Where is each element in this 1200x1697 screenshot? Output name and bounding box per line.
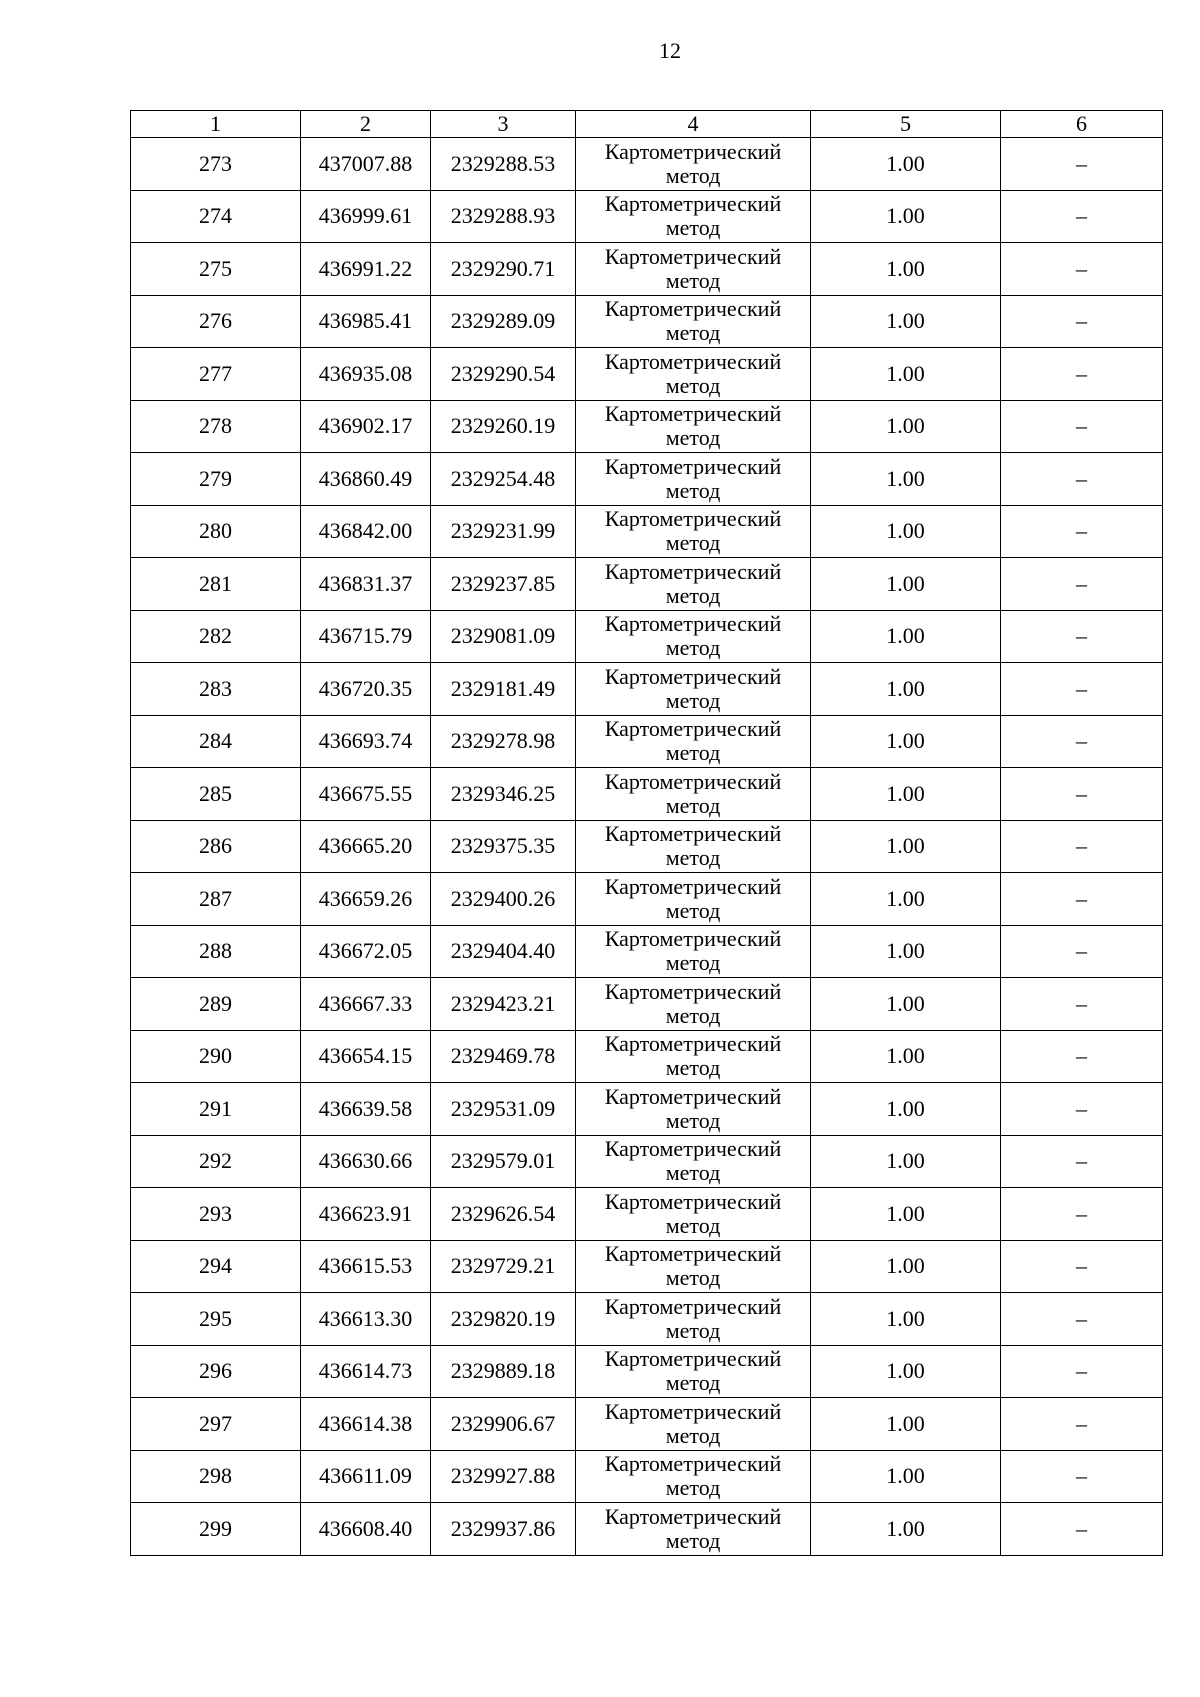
x-coordinate-cell: 436615.53 (301, 1240, 431, 1293)
method-text-line1: Картометрический (604, 1503, 782, 1529)
accuracy-cell: 1.00 (811, 558, 1001, 611)
method-text-line2: метод (665, 897, 721, 923)
x-coordinate-cell: 436614.38 (301, 1398, 431, 1451)
method-text-line2: метод (665, 740, 721, 766)
method-text-line1: Картометрический (604, 138, 782, 164)
method-text-line1: Картометрический (604, 401, 782, 427)
x-coordinate-cell: 436831.37 (301, 558, 431, 611)
point-number-cell: 296 (131, 1345, 301, 1398)
accuracy-cell: 1.00 (811, 1240, 1001, 1293)
x-coordinate-cell: 436614.73 (301, 1345, 431, 1398)
method-text-line1: Картометрический (604, 716, 782, 742)
point-number-cell: 298 (131, 1450, 301, 1503)
method-cell (576, 1188, 811, 1241)
x-coordinate-cell: 436623.91 (301, 1188, 431, 1241)
x-coordinate-cell: 436842.00 (301, 505, 431, 558)
table-row (131, 348, 1163, 401)
x-coordinate-cell: 436659.26 (301, 873, 431, 926)
accuracy-cell: 1.00 (811, 1135, 1001, 1188)
description-cell: – (1001, 400, 1163, 453)
description-cell: – (1001, 1188, 1163, 1241)
x-coordinate-cell: 436608.40 (301, 1503, 431, 1556)
point-number-cell: 290 (131, 1030, 301, 1083)
method-cell (576, 138, 811, 191)
description-cell: – (1001, 1450, 1163, 1503)
table-row (131, 1450, 1163, 1503)
y-coordinate-cell: 2329469.78 (431, 1030, 576, 1083)
method-text-line2: метод (665, 372, 721, 398)
method-text-line1: Картометрический (604, 348, 782, 374)
method-cell (576, 190, 811, 243)
y-coordinate-cell: 2329531.09 (431, 1083, 576, 1136)
table-row (131, 820, 1163, 873)
description-cell: – (1001, 243, 1163, 296)
method-text-line1: Картометрический (604, 1188, 782, 1214)
y-coordinate-cell: 2329906.67 (431, 1398, 576, 1451)
method-text-line1: Картометрический (604, 1346, 782, 1372)
y-coordinate-cell: 2329820.19 (431, 1293, 576, 1346)
accuracy-cell: 1.00 (811, 1188, 1001, 1241)
description-cell: – (1001, 138, 1163, 191)
page-number: 12 (659, 38, 681, 63)
description-cell: – (1001, 1030, 1163, 1083)
method-cell (576, 820, 811, 873)
y-coordinate-cell: 2329288.93 (431, 190, 576, 243)
method-text-line1: Картометрический (604, 453, 782, 479)
description-cell: – (1001, 1398, 1163, 1451)
y-coordinate-cell: 2329278.98 (431, 715, 576, 768)
method-text-line2: метод (665, 215, 721, 241)
table-row (131, 400, 1163, 453)
description-cell: – (1001, 558, 1163, 611)
x-coordinate-cell: 436720.35 (301, 663, 431, 716)
y-coordinate-cell: 2329423.21 (431, 978, 576, 1031)
accuracy-cell: 1.00 (811, 1030, 1001, 1083)
table-row (131, 453, 1163, 506)
column-header: 2 (301, 111, 431, 138)
method-text-line2: метод (665, 1107, 721, 1133)
method-text-line2: метод (665, 950, 721, 976)
accuracy-cell: 1.00 (811, 925, 1001, 978)
point-number-cell: 274 (131, 190, 301, 243)
accuracy-cell: 1.00 (811, 190, 1001, 243)
x-coordinate-cell: 436935.08 (301, 348, 431, 401)
x-coordinate-cell: 436985.41 (301, 295, 431, 348)
accuracy-cell: 1.00 (811, 1083, 1001, 1136)
method-text-line1: Картометрический (604, 926, 782, 952)
accuracy-cell: 1.00 (811, 1503, 1001, 1556)
method-text-line1: Картометрический (604, 1241, 782, 1267)
point-number-cell: 281 (131, 558, 301, 611)
description-cell: – (1001, 1135, 1163, 1188)
description-cell: – (1001, 505, 1163, 558)
method-cell (576, 1450, 811, 1503)
table-row (131, 978, 1163, 1031)
accuracy-cell: 1.00 (811, 715, 1001, 768)
table-row (131, 295, 1163, 348)
accuracy-cell: 1.00 (811, 1398, 1001, 1451)
method-text-line2: метод (665, 425, 721, 451)
description-cell: – (1001, 925, 1163, 978)
method-text-line2: метод (665, 792, 721, 818)
method-cell (576, 295, 811, 348)
method-text-line2: метод (665, 1160, 721, 1186)
x-coordinate-cell: 436715.79 (301, 610, 431, 663)
method-cell (576, 663, 811, 716)
description-cell: – (1001, 1083, 1163, 1136)
x-coordinate-cell: 436860.49 (301, 453, 431, 506)
x-coordinate-cell: 436630.66 (301, 1135, 431, 1188)
description-cell: – (1001, 978, 1163, 1031)
header-row (131, 111, 1163, 138)
method-text-line1: Картометрический (604, 296, 782, 322)
y-coordinate-cell: 2329404.40 (431, 925, 576, 978)
method-cell (576, 978, 811, 1031)
point-number-cell: 273 (131, 138, 301, 191)
table-row (131, 1398, 1163, 1451)
method-text-line1: Картометрический (604, 1031, 782, 1057)
x-coordinate-cell: 436902.17 (301, 400, 431, 453)
table-row (131, 1030, 1163, 1083)
accuracy-cell: 1.00 (811, 348, 1001, 401)
accuracy-cell: 1.00 (811, 820, 1001, 873)
x-coordinate-cell: 436654.15 (301, 1030, 431, 1083)
method-cell (576, 1293, 811, 1346)
table-row (131, 610, 1163, 663)
method-text-line2: метод (665, 582, 721, 608)
table-row (131, 1345, 1163, 1398)
point-number-cell: 287 (131, 873, 301, 926)
y-coordinate-cell: 2329626.54 (431, 1188, 576, 1241)
x-coordinate-cell: 437007.88 (301, 138, 431, 191)
description-cell: – (1001, 820, 1163, 873)
method-cell (576, 1030, 811, 1083)
method-text-line1: Картометрический (604, 611, 782, 637)
accuracy-cell: 1.00 (811, 138, 1001, 191)
method-cell (576, 1345, 811, 1398)
table-row (131, 138, 1163, 191)
method-text-line2: метод (665, 162, 721, 188)
column-header: 1 (131, 111, 301, 138)
table-row (131, 1240, 1163, 1293)
method-text-line1: Картометрический (604, 243, 782, 269)
accuracy-cell: 1.00 (811, 243, 1001, 296)
accuracy-cell: 1.00 (811, 1345, 1001, 1398)
y-coordinate-cell: 2329346.25 (431, 768, 576, 821)
description-cell: – (1001, 873, 1163, 926)
x-coordinate-cell: 436672.05 (301, 925, 431, 978)
description-cell: – (1001, 1240, 1163, 1293)
method-cell (576, 558, 811, 611)
table-row (131, 925, 1163, 978)
x-coordinate-cell: 436675.55 (301, 768, 431, 821)
description-cell: – (1001, 768, 1163, 821)
method-text-line2: метод (665, 845, 721, 871)
method-cell (576, 243, 811, 296)
accuracy-cell: 1.00 (811, 400, 1001, 453)
method-cell (576, 715, 811, 768)
description-cell: – (1001, 1345, 1163, 1398)
table-row (131, 1083, 1163, 1136)
method-text-line1: Картометрический (604, 1083, 782, 1109)
method-cell (576, 400, 811, 453)
method-text-line2: метод (665, 687, 721, 713)
method-cell (576, 1135, 811, 1188)
method-text-line1: Картометрический (604, 1398, 782, 1424)
y-coordinate-cell: 2329288.53 (431, 138, 576, 191)
y-coordinate-cell: 2329290.54 (431, 348, 576, 401)
point-number-cell: 275 (131, 243, 301, 296)
point-number-cell: 285 (131, 768, 301, 821)
y-coordinate-cell: 2329231.99 (431, 505, 576, 558)
point-number-cell: 289 (131, 978, 301, 1031)
method-text-line2: метод (665, 1370, 721, 1396)
coordinates-table (130, 110, 1163, 1556)
table-row (131, 873, 1163, 926)
method-text-line2: метод (665, 1002, 721, 1028)
table-row (131, 1188, 1163, 1241)
point-number-cell: 295 (131, 1293, 301, 1346)
method-text-line2: метод (665, 477, 721, 503)
y-coordinate-cell: 2329290.71 (431, 243, 576, 296)
table-body (131, 138, 1163, 1556)
point-number-cell: 280 (131, 505, 301, 558)
method-text-line1: Картометрический (604, 663, 782, 689)
y-coordinate-cell: 2329081.09 (431, 610, 576, 663)
method-text-line1: Картометрический (604, 1136, 782, 1162)
method-text-line1: Картометрический (604, 191, 782, 217)
method-cell (576, 1240, 811, 1293)
table-row (131, 243, 1163, 296)
point-number-cell: 278 (131, 400, 301, 453)
y-coordinate-cell: 2329254.48 (431, 453, 576, 506)
table-row (131, 558, 1163, 611)
accuracy-cell: 1.00 (811, 295, 1001, 348)
method-text-line2: метод (665, 530, 721, 556)
point-number-cell: 294 (131, 1240, 301, 1293)
method-text-line2: метод (665, 320, 721, 346)
point-number-cell: 292 (131, 1135, 301, 1188)
method-text-line1: Картометрический (604, 558, 782, 584)
x-coordinate-cell: 436665.20 (301, 820, 431, 873)
method-text-line1: Картометрический (604, 768, 782, 794)
x-coordinate-cell: 436611.09 (301, 1450, 431, 1503)
table-row (131, 768, 1163, 821)
description-cell: – (1001, 190, 1163, 243)
method-text-line2: метод (665, 1422, 721, 1448)
accuracy-cell: 1.00 (811, 453, 1001, 506)
method-text-line2: метод (665, 635, 721, 661)
point-number-cell: 291 (131, 1083, 301, 1136)
point-number-cell: 293 (131, 1188, 301, 1241)
column-header: 5 (811, 111, 1001, 138)
x-coordinate-cell: 436693.74 (301, 715, 431, 768)
y-coordinate-cell: 2329260.19 (431, 400, 576, 453)
accuracy-cell: 1.00 (811, 873, 1001, 926)
x-coordinate-cell: 436639.58 (301, 1083, 431, 1136)
method-text-line1: Картометрический (604, 978, 782, 1004)
x-coordinate-cell: 436991.22 (301, 243, 431, 296)
method-text-line1: Картометрический (604, 506, 782, 532)
point-number-cell: 297 (131, 1398, 301, 1451)
y-coordinate-cell: 2329289.09 (431, 295, 576, 348)
point-number-cell: 276 (131, 295, 301, 348)
table-row (131, 715, 1163, 768)
method-cell (576, 610, 811, 663)
point-number-cell: 282 (131, 610, 301, 663)
y-coordinate-cell: 2329237.85 (431, 558, 576, 611)
accuracy-cell: 1.00 (811, 768, 1001, 821)
description-cell: – (1001, 1503, 1163, 1556)
method-cell (576, 348, 811, 401)
y-coordinate-cell: 2329181.49 (431, 663, 576, 716)
method-text-line1: Картометрический (604, 873, 782, 899)
table-row (131, 505, 1163, 558)
method-text-line2: метод (665, 1265, 721, 1291)
y-coordinate-cell: 2329927.88 (431, 1450, 576, 1503)
accuracy-cell: 1.00 (811, 610, 1001, 663)
y-coordinate-cell: 2329579.01 (431, 1135, 576, 1188)
method-text-line1: Картометрический (604, 1293, 782, 1319)
table-row (131, 663, 1163, 716)
method-cell (576, 873, 811, 926)
description-cell: – (1001, 663, 1163, 716)
method-cell (576, 1083, 811, 1136)
y-coordinate-cell: 2329889.18 (431, 1345, 576, 1398)
accuracy-cell: 1.00 (811, 663, 1001, 716)
accuracy-cell: 1.00 (811, 1450, 1001, 1503)
x-coordinate-cell: 436999.61 (301, 190, 431, 243)
method-text-line1: Картометрический (604, 821, 782, 847)
method-cell (576, 768, 811, 821)
description-cell: – (1001, 295, 1163, 348)
method-text-line2: метод (665, 1527, 721, 1553)
x-coordinate-cell: 436667.33 (301, 978, 431, 1031)
point-number-cell: 279 (131, 453, 301, 506)
description-cell: – (1001, 715, 1163, 768)
column-header: 6 (1001, 111, 1163, 138)
accuracy-cell: 1.00 (811, 1293, 1001, 1346)
table-row (131, 190, 1163, 243)
accuracy-cell: 1.00 (811, 978, 1001, 1031)
y-coordinate-cell: 2329375.35 (431, 820, 576, 873)
method-text-line2: метод (665, 1212, 721, 1238)
point-number-cell: 288 (131, 925, 301, 978)
method-cell (576, 1398, 811, 1451)
table-row (131, 1293, 1163, 1346)
point-number-cell: 299 (131, 1503, 301, 1556)
description-cell: – (1001, 348, 1163, 401)
method-text-line2: метод (665, 1055, 721, 1081)
method-text-line2: метод (665, 1475, 721, 1501)
y-coordinate-cell: 2329729.21 (431, 1240, 576, 1293)
description-cell: – (1001, 453, 1163, 506)
x-coordinate-cell: 436613.30 (301, 1293, 431, 1346)
method-cell (576, 925, 811, 978)
column-header: 3 (431, 111, 576, 138)
table-row (131, 1135, 1163, 1188)
table-row (131, 1503, 1163, 1556)
description-cell: – (1001, 1293, 1163, 1346)
description-cell: – (1001, 610, 1163, 663)
method-text-line1: Картометрический (604, 1451, 782, 1477)
column-header: 4 (576, 111, 811, 138)
method-text-line2: метод (665, 1317, 721, 1343)
method-text-line2: метод (665, 267, 721, 293)
method-cell (576, 1503, 811, 1556)
point-number-cell: 283 (131, 663, 301, 716)
table-header (131, 111, 1163, 138)
point-number-cell: 277 (131, 348, 301, 401)
method-cell (576, 453, 811, 506)
method-cell (576, 505, 811, 558)
y-coordinate-cell: 2329937.86 (431, 1503, 576, 1556)
y-coordinate-cell: 2329400.26 (431, 873, 576, 926)
accuracy-cell: 1.00 (811, 505, 1001, 558)
point-number-cell: 286 (131, 820, 301, 873)
point-number-cell: 284 (131, 715, 301, 768)
